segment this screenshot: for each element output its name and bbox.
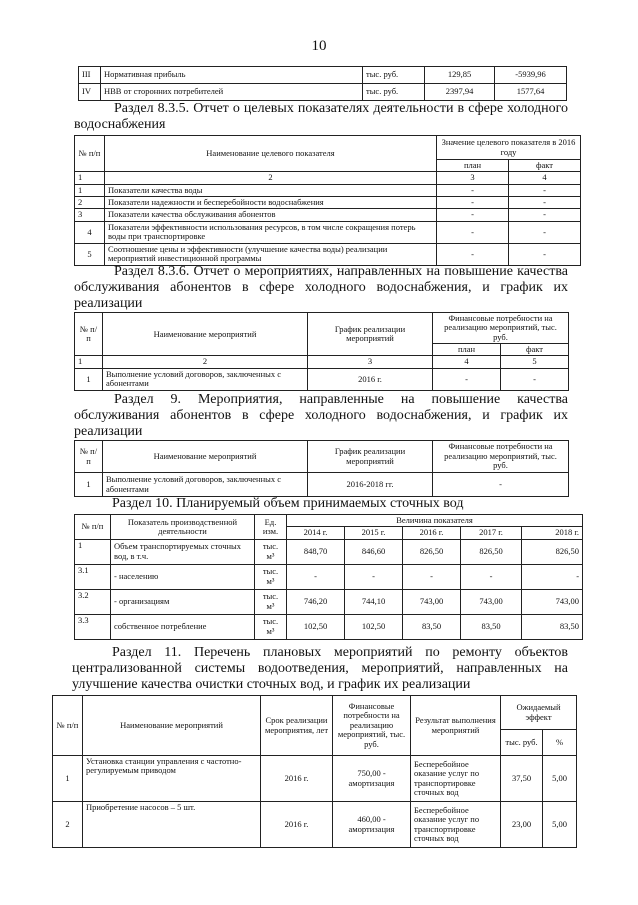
header-num: № п/п	[75, 515, 111, 540]
row-value: 743,00	[461, 589, 522, 614]
row-unit: тыс. м³	[255, 564, 287, 589]
row-name: НВВ от сторонних потребителей	[101, 84, 363, 101]
index-cell: 4	[433, 356, 501, 368]
row-name: Соотношение цены и эффективности (улучшение качества воды) реализации мероприятий инвестиционной программы	[105, 243, 437, 265]
index-row	[75, 172, 581, 184]
row-unit: тыс. руб.	[363, 67, 425, 84]
row-name: Нормативная прибыль	[101, 67, 363, 84]
row-value: 848,70	[287, 539, 345, 564]
row-value: 102,50	[287, 614, 345, 639]
row-value: 102,50	[345, 614, 403, 639]
header-name: Наименование мероприятий	[103, 313, 308, 356]
section-9-table	[74, 440, 569, 497]
row-finance: 750,00 - амортизация	[333, 756, 411, 802]
top-table	[78, 66, 567, 101]
header-num: № п/п	[75, 313, 103, 356]
table-row	[53, 756, 577, 802]
row-unit: тыс. руб.	[363, 84, 425, 101]
row-plan: -	[437, 243, 509, 265]
row-number: 2	[53, 802, 83, 848]
row-number: 1	[53, 756, 83, 802]
table-row	[75, 368, 569, 390]
row-fact: -	[509, 209, 581, 221]
index-cell: 4	[509, 172, 581, 184]
header-schedule: График реализации мероприятий	[308, 313, 433, 356]
row-name: Выполнение условий договоров, заключенных с абонентами	[103, 368, 308, 390]
index-cell: 3	[437, 172, 509, 184]
header-name: Наименование целевого показателя	[105, 136, 437, 172]
header-finance: Финансовые потребности на реализацию мероприятий, тыс. руб.	[433, 441, 569, 473]
header-indicator: Показатель производственной деятельности	[111, 515, 255, 540]
index-cell: 1	[75, 172, 105, 184]
header-num: № п/п	[53, 696, 83, 756]
row-effect: 37,50	[501, 756, 543, 802]
header-year: 2017 г.	[461, 527, 522, 539]
row-number: 1	[75, 539, 111, 564]
section-11-table	[52, 695, 577, 848]
section-10-table	[74, 514, 583, 640]
row-number: 5	[75, 243, 105, 265]
header-effect: Ожидаемый эффект	[501, 696, 577, 730]
row-number: III	[79, 67, 101, 84]
row-number: 2	[75, 197, 105, 209]
row-value: 743,00	[403, 589, 461, 614]
page-number: 10	[311, 38, 327, 54]
row-fact: -	[509, 221, 581, 243]
row-name: - организациям	[111, 589, 255, 614]
row-fact: -	[509, 184, 581, 196]
header-finance: Финансовые потребности на реализацию мероприятий, тыс. руб.	[433, 313, 569, 344]
row-value: 846,60	[345, 539, 403, 564]
header-num: № п/п	[75, 441, 103, 473]
section-835-heading: Раздел 8.3.5. Отчет о целевых показателях деятельности в сфере холодного водоснабжения	[74, 101, 568, 132]
row-number: 1	[75, 184, 105, 196]
index-cell: 2	[105, 172, 437, 184]
header-year: 2015 г.	[345, 527, 403, 539]
row-value: 826,50	[403, 539, 461, 564]
header-fact: факт	[509, 160, 581, 172]
row-value: 1577,64	[495, 84, 567, 101]
header-unit: Ед. изм.	[255, 515, 287, 540]
row-effect: 23,00	[501, 802, 543, 848]
table-row	[75, 197, 581, 209]
row-name: - населению	[111, 564, 255, 589]
row-term: 2016 г.	[261, 802, 333, 848]
header-year: 2016 г.	[403, 527, 461, 539]
header-value: Значение целевого показателя в 2016 году	[437, 136, 581, 160]
row-name: Установка станции управления с частотно-регулируемым приводом	[83, 756, 261, 802]
table-row	[75, 539, 583, 564]
header-term: Срок реализации мероприятия, лет	[261, 696, 333, 756]
header-effect-unit: %	[543, 730, 577, 756]
header-year: 2014 г.	[287, 527, 345, 539]
row-name: Показатели качества обслуживания абонентов	[105, 209, 437, 221]
row-value: 83,50	[461, 614, 522, 639]
row-number: IV	[79, 84, 101, 101]
row-number: 1	[75, 473, 103, 497]
section-9-heading: Раздел 9. Мероприятия, направленные на повышение качества обслуживания абонентов в сфере холодного водоснабжения, и график их реализации	[74, 392, 568, 439]
section-10-heading: Раздел 10. Планируемый объем принимаемых сточных вод	[112, 496, 464, 511]
row-name: Показатели эффективности использования ресурсов, в том числе сокращения потерь воды при транспортировке	[105, 221, 437, 243]
row-number: 3.3	[75, 614, 111, 639]
header-value: Величина показателя	[287, 515, 583, 527]
row-value: 83,50	[522, 614, 583, 639]
row-name: Объем транспортируемых сточных вод, в т.ч.	[111, 539, 255, 564]
row-schedule: 2016-2018 гг.	[308, 473, 433, 497]
header-schedule: График реализации мероприятий	[308, 441, 433, 473]
row-number: 4	[75, 221, 105, 243]
table-row	[75, 614, 583, 639]
row-unit: тыс. м³	[255, 614, 287, 639]
row-value: 743,00	[522, 589, 583, 614]
row-number: 3.2	[75, 589, 111, 614]
header-plan: план	[437, 160, 509, 172]
section-836-heading: Раздел 8.3.6. Отчет о мероприятиях, направленных на повышение качества обслуживания абонентов в сфере холодного водоснабжения, и график их реализации	[74, 264, 568, 311]
row-result: Бесперебойное оказание услуг по транспортировке сточных вод	[411, 756, 501, 802]
row-plan: -	[437, 209, 509, 221]
header-fact: факт	[501, 344, 569, 356]
header-name: Наименование мероприятий	[83, 696, 261, 756]
index-cell: 5	[501, 356, 569, 368]
table-row	[75, 221, 581, 243]
row-term: 2016 г.	[261, 756, 333, 802]
table-row	[75, 589, 583, 614]
row-result: Бесперебойное оказание услуг по транспортировке сточных вод	[411, 802, 501, 848]
row-value: 129,85	[425, 67, 495, 84]
table-row	[75, 564, 583, 589]
table-row	[75, 473, 569, 497]
row-value: -	[522, 564, 583, 589]
index-cell: 1	[75, 356, 103, 368]
header-plan: план	[433, 344, 501, 356]
row-value: -	[287, 564, 345, 589]
row-fact: -	[509, 243, 581, 265]
header-effect-unit: тыс. руб.	[501, 730, 543, 756]
row-value: 2397,94	[425, 84, 495, 101]
row-plan: -	[437, 197, 509, 209]
section-11-heading: Раздел 11. Перечень плановых мероприятий по ремонту объектов централизованной системы водоотведения, мероприятий, направленных на улучшение качества очистки сточных вод, и график их реализации	[72, 645, 568, 692]
section-836-table	[74, 312, 569, 391]
row-plan: -	[433, 368, 501, 390]
header-result: Результат выполнения мероприятий	[411, 696, 501, 756]
header-finance: Финансовые потребности на реализацию мероприятий, тыс. руб.	[333, 696, 411, 756]
row-effect: 5,00	[543, 802, 577, 848]
row-value: -5939,96	[495, 67, 567, 84]
row-value: -	[403, 564, 461, 589]
section-835-table	[74, 135, 581, 266]
row-number: 3.1	[75, 564, 111, 589]
row-name: Показатели надежности и бесперебойности водоснабжения	[105, 197, 437, 209]
row-effect: 5,00	[543, 756, 577, 802]
index-cell: 2	[103, 356, 308, 368]
index-cell: 3	[308, 356, 433, 368]
row-value: 746,20	[287, 589, 345, 614]
header-name: Наименование мероприятий	[103, 441, 308, 473]
row-value: 744,10	[345, 589, 403, 614]
row-unit: тыс. м³	[255, 539, 287, 564]
table-row	[75, 184, 581, 196]
index-row	[75, 356, 569, 368]
table-row	[79, 84, 567, 101]
row-plan: -	[437, 221, 509, 243]
row-plan: -	[437, 184, 509, 196]
table-row	[75, 209, 581, 221]
row-number: 3	[75, 209, 105, 221]
row-name: Показатели качества воды	[105, 184, 437, 196]
row-finance: -	[433, 473, 569, 497]
row-schedule: 2016 г.	[308, 368, 433, 390]
row-value: 826,50	[522, 539, 583, 564]
header-num: № п/п	[75, 136, 105, 172]
row-value: -	[345, 564, 403, 589]
row-value: -	[461, 564, 522, 589]
header-year: 2018 г.	[522, 527, 583, 539]
row-fact: -	[509, 197, 581, 209]
table-row	[75, 243, 581, 265]
row-name: Выполнение условий договоров, заключенных с абонентами	[103, 473, 308, 497]
row-finance: 460,00 - амортизация	[333, 802, 411, 848]
row-fact: -	[501, 368, 569, 390]
row-unit: тыс. м³	[255, 589, 287, 614]
row-value: 826,50	[461, 539, 522, 564]
row-value: 83,50	[403, 614, 461, 639]
table-row	[79, 67, 567, 84]
row-name: собственное потребление	[111, 614, 255, 639]
row-number: 1	[75, 368, 103, 390]
row-name: Приобретение насосов – 5 шт.	[83, 802, 261, 848]
table-row	[53, 802, 577, 848]
